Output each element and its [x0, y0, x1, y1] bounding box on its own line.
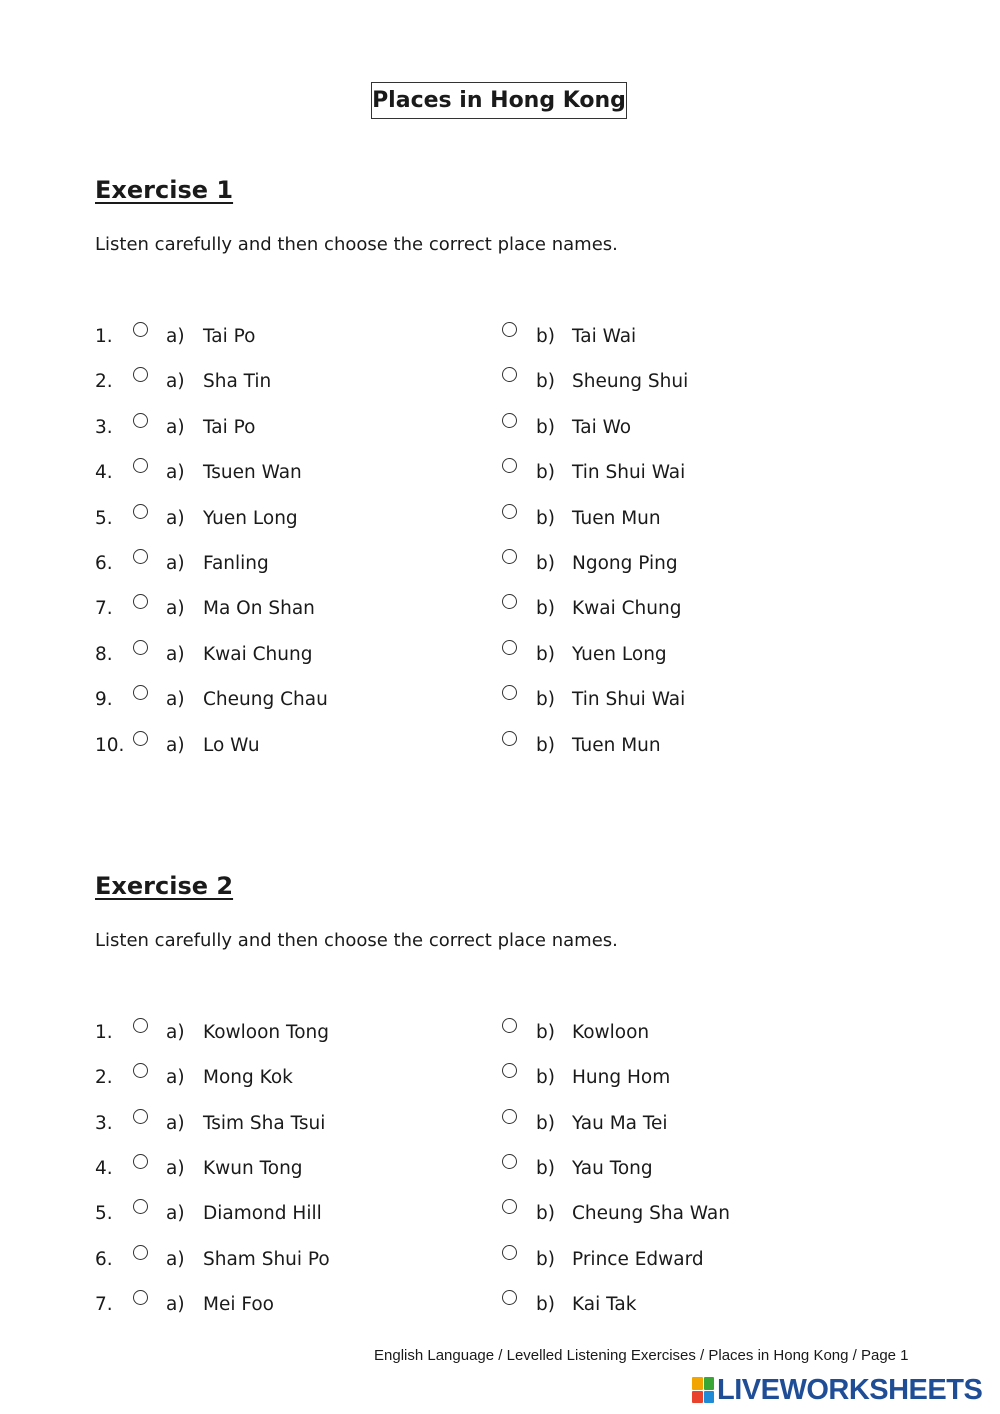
question-row: [0, 1109, 1000, 1139]
liveworksheets-brand: [692, 1373, 982, 1407]
option-b-radio[interactable]: [502, 640, 517, 655]
option-a-text[interactable]: Cheung Chau: [203, 689, 328, 711]
option-a-label: a): [166, 643, 185, 665]
option-a-label: a): [166, 416, 185, 438]
option-b-label: b): [536, 507, 555, 529]
option-b-radio[interactable]: [502, 413, 517, 428]
question-row: [0, 594, 1000, 624]
option-a-radio[interactable]: [133, 322, 148, 337]
brand-text: LIVEWORKSHEETS: [717, 1373, 983, 1406]
option-b-radio[interactable]: [502, 1063, 517, 1078]
option-a-label: a): [166, 734, 185, 756]
option-a-text[interactable]: Sha Tin: [203, 371, 272, 393]
option-a-label: a): [166, 1248, 185, 1270]
option-a-text[interactable]: Tai Po: [203, 416, 256, 438]
option-b-label: b): [536, 416, 555, 438]
exercise-1-instruction: Listen carefully and then choose the correct place names.: [95, 234, 618, 255]
option-b-label: b): [536, 689, 555, 711]
option-b-radio[interactable]: [502, 731, 517, 746]
option-b-radio[interactable]: [502, 1154, 517, 1169]
option-a-radio[interactable]: [133, 1199, 148, 1214]
option-b-radio[interactable]: [502, 685, 517, 700]
question-row: [0, 1018, 1000, 1048]
option-b-label: b): [536, 1293, 555, 1315]
option-a-text[interactable]: Sham Shui Po: [203, 1248, 330, 1270]
question-row: [0, 1290, 1000, 1320]
option-a-label: a): [166, 1293, 185, 1315]
option-a-text[interactable]: Lo Wu: [203, 734, 260, 756]
exercise-1-heading: Exercise 1: [95, 176, 234, 204]
option-b-text[interactable]: Sheung Shui: [572, 371, 689, 393]
option-b-text[interactable]: Ngong Ping: [572, 553, 678, 574]
option-b-label: b): [536, 371, 555, 393]
option-a-label: a): [166, 1067, 185, 1089]
question-number: 1.: [95, 326, 113, 347]
option-b-label: b): [536, 462, 555, 484]
option-b-label: b): [536, 1248, 555, 1270]
option-a-label: a): [166, 1022, 185, 1043]
option-a-radio[interactable]: [133, 1063, 148, 1078]
option-a-text[interactable]: Ma On Shan: [203, 598, 315, 620]
option-a-label: a): [166, 1157, 185, 1179]
option-a-text[interactable]: Kwai Chung: [203, 643, 313, 665]
option-a-radio[interactable]: [133, 1154, 148, 1169]
option-b-label: b): [536, 1157, 555, 1179]
option-a-label: a): [166, 689, 185, 711]
option-b-radio[interactable]: [502, 1199, 517, 1214]
question-number: 6.: [95, 553, 113, 574]
option-b-text[interactable]: Hung Hom: [572, 1067, 671, 1089]
option-a-label: a): [166, 462, 185, 484]
option-b-label: b): [536, 1067, 555, 1089]
option-a-radio[interactable]: [133, 731, 148, 746]
question-row: [0, 1063, 1000, 1093]
option-b-text[interactable]: Kowloon: [572, 1022, 650, 1043]
option-a-text[interactable]: Mong Kok: [203, 1067, 293, 1089]
question-row: [0, 1154, 1000, 1184]
question-number: 2.: [95, 1067, 113, 1089]
question-row: [0, 640, 1000, 670]
option-a-text[interactable]: Tsim Sha Tsui: [203, 1112, 326, 1134]
option-a-radio[interactable]: [133, 549, 148, 564]
option-a-text[interactable]: Mei Foo: [203, 1293, 274, 1315]
option-b-label: b): [536, 1203, 555, 1225]
exercise-2-heading: Exercise 2: [95, 872, 234, 900]
option-b-label: b): [536, 326, 555, 347]
option-b-text[interactable]: Yuen Long: [572, 643, 667, 665]
option-b-radio[interactable]: [502, 1290, 517, 1305]
option-b-radio[interactable]: [502, 549, 517, 564]
option-b-text[interactable]: Tai Wo: [572, 416, 632, 438]
option-b-text[interactable]: Cheung Sha Wan: [572, 1203, 730, 1225]
option-a-text[interactable]: Kwun Tong: [203, 1157, 303, 1179]
option-a-radio[interactable]: [133, 594, 148, 609]
question-row: [0, 458, 1000, 488]
option-a-radio[interactable]: [133, 458, 148, 473]
option-b-label: b): [536, 643, 555, 665]
exercise-2-instruction: Listen carefully and then choose the correct place names.: [95, 930, 618, 951]
option-a-radio[interactable]: [133, 1290, 148, 1305]
option-a-label: a): [166, 598, 185, 620]
option-b-label: b): [536, 553, 555, 574]
question-number: 1.: [95, 1022, 113, 1043]
option-b-label: b): [536, 1112, 555, 1134]
option-b-radio[interactable]: [502, 594, 517, 609]
question-row: [0, 367, 1000, 397]
question-row: [0, 685, 1000, 715]
question-row: [0, 413, 1000, 443]
option-a-radio[interactable]: [133, 685, 148, 700]
question-row: [0, 731, 1000, 761]
option-a-label: a): [166, 326, 185, 347]
question-number: 9.: [95, 689, 113, 711]
option-b-text[interactable]: Yau Tong: [572, 1157, 653, 1179]
question-row: [0, 1199, 1000, 1229]
question-number: 7.: [95, 1293, 113, 1315]
option-b-radio[interactable]: [502, 322, 517, 337]
question-number: 4.: [95, 462, 113, 484]
option-a-radio[interactable]: [133, 640, 148, 655]
option-a-radio[interactable]: [133, 504, 148, 519]
option-b-text[interactable]: Prince Edward: [572, 1248, 704, 1270]
option-b-text[interactable]: Tuen Mun: [572, 507, 661, 529]
option-b-label: b): [536, 1022, 555, 1043]
option-a-radio[interactable]: [133, 1109, 148, 1124]
option-b-text[interactable]: Kwai Chung: [572, 598, 682, 620]
option-b-text[interactable]: Yau Ma Tei: [572, 1112, 668, 1134]
option-a-label: a): [166, 1203, 185, 1225]
option-a-label: a): [166, 1112, 185, 1134]
question-number: 5.: [95, 1203, 113, 1225]
option-b-radio[interactable]: [502, 367, 517, 382]
option-b-radio[interactable]: [502, 504, 517, 519]
option-a-radio[interactable]: [133, 367, 148, 382]
option-a-label: a): [166, 507, 185, 529]
question-row: [0, 322, 1000, 352]
option-a-text[interactable]: Yuen Long: [203, 507, 298, 529]
option-a-radio[interactable]: [133, 1245, 148, 1260]
option-a-label: a): [166, 371, 185, 393]
option-b-text[interactable]: Kai Tak: [572, 1293, 637, 1315]
question-number: 8.: [95, 643, 113, 665]
option-a-text[interactable]: Fanling: [203, 553, 269, 574]
question-row: [0, 504, 1000, 534]
question-number: 4.: [95, 1157, 113, 1179]
question-number: 3.: [95, 1112, 113, 1134]
question-number: 2.: [95, 371, 113, 393]
option-a-text[interactable]: Tai Po: [203, 326, 256, 347]
option-b-radio[interactable]: [502, 1018, 517, 1033]
option-a-text[interactable]: Diamond Hill: [203, 1203, 322, 1225]
option-b-text[interactable]: Tai Wai: [572, 326, 637, 347]
option-a-text[interactable]: Kowloon Tong: [203, 1022, 329, 1043]
question-row: [0, 549, 1000, 579]
option-b-radio[interactable]: [502, 458, 517, 473]
question-number: 3.: [95, 416, 113, 438]
question-row: [0, 1245, 1000, 1275]
option-a-radio[interactable]: [133, 1018, 148, 1033]
liveworksheets-logo-icon: [692, 1377, 714, 1403]
option-a-label: a): [166, 553, 185, 574]
question-number: 10.: [95, 734, 125, 756]
option-b-text[interactable]: Tin Shui Wai: [572, 462, 686, 484]
question-number: 7.: [95, 598, 113, 620]
question-number: 5.: [95, 507, 113, 529]
option-b-label: b): [536, 734, 555, 756]
option-a-radio[interactable]: [133, 413, 148, 428]
option-b-radio[interactable]: [502, 1245, 517, 1260]
option-b-label: b): [536, 598, 555, 620]
option-b-text[interactable]: Tin Shui Wai: [572, 689, 686, 711]
page-footer: English Language / Levelled Listening Exercises / Places in Hong Kong / Page 1: [374, 1347, 909, 1364]
question-number: 6.: [95, 1248, 113, 1270]
page-title: Places in Hong Kong: [371, 82, 627, 119]
option-b-text[interactable]: Tuen Mun: [572, 734, 661, 756]
option-a-text[interactable]: Tsuen Wan: [203, 462, 302, 484]
option-b-radio[interactable]: [502, 1109, 517, 1124]
